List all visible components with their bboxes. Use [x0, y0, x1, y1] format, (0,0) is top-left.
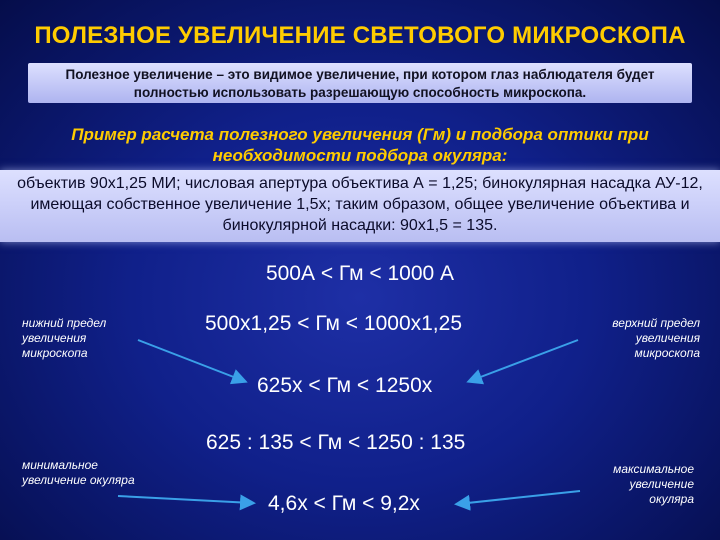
arrow-min-to-eyepiece-range: [118, 496, 252, 503]
formula-magnification-range: 625х < Гм < 1250х: [257, 374, 433, 397]
label-min-eyepiece: минимальное увеличение окуляра: [22, 458, 135, 487]
formula-substituted: 500х1,25 < Гм < 1000х1,25: [205, 312, 462, 335]
formula-eyepiece-range: 4,6х < Гм < 9,2х: [268, 492, 420, 515]
label-max-eyepiece: максимальное увеличение окуляра: [613, 462, 694, 506]
example-subtitle: Пример расчета полезного увеличения (Гм) и подбора оптики при необходимости подбора окуляра:: [71, 125, 649, 165]
arrow-upper-to-range: [470, 340, 578, 381]
formula-eyepiece-division: 625 : 135 < Гм < 1250 : 135: [206, 431, 466, 454]
label-upper-limit: верхний предел увеличения микроскопа: [612, 316, 700, 360]
slide-title: ПОЛЕЗНОЕ УВЕЛИЧЕНИЕ СВЕТОВОГО МИКРОСКОПА: [34, 22, 686, 49]
example-text: объектив 90х1,25 МИ; числовая апертура объектива А = 1,25; бинокулярная насадка АУ-12, имеющая собственное увеличение 1,5х; таким образом, общее увеличение объектива и бинокулярной насадки: 90х1,5 = 135.: [17, 175, 703, 234]
arrow-lower-to-range: [138, 340, 244, 381]
label-lower-limit: нижний предел увеличения микроскопа: [22, 316, 107, 360]
formula-general: 500А < Гм < 1000 А: [265, 262, 455, 285]
arrow-max-to-eyepiece-range: [458, 491, 580, 504]
definition-text: Полезное увеличение – это видимое увеличение, при котором глаз наблюдателя будет полностью использовать разрешающую способность микроскопа.: [65, 67, 655, 100]
